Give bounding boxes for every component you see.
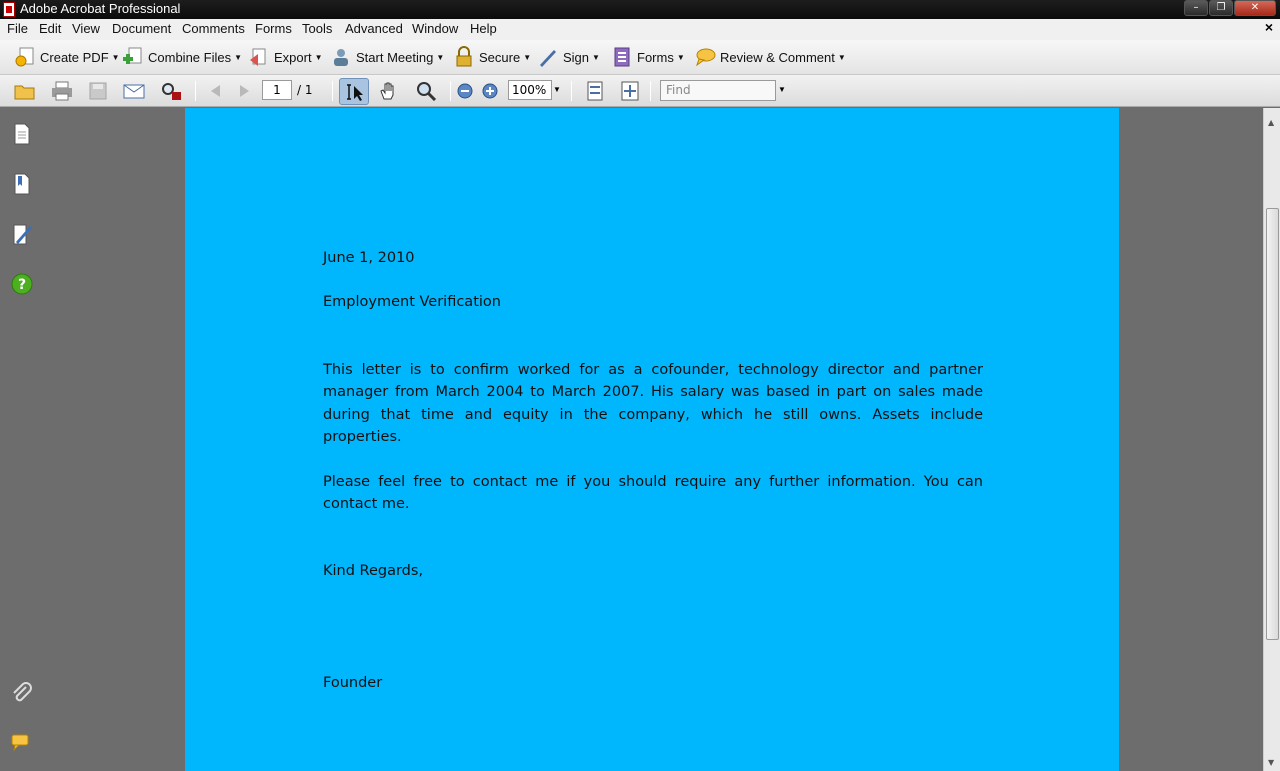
create-pdf-button[interactable]: Create PDF ▼ [14, 45, 120, 69]
forms-button[interactable]: Forms ▼ [611, 45, 685, 69]
acrobat-app-icon [3, 2, 15, 17]
menu-window[interactable]: Window [412, 21, 459, 36]
menu-advanced[interactable]: Advanced [345, 21, 403, 36]
comment-bubble-icon [694, 46, 716, 68]
pdf-page [185, 108, 1119, 771]
zoom-out-icon[interactable] [454, 81, 476, 101]
document-viewport[interactable] [44, 108, 1263, 771]
export-icon [248, 46, 270, 68]
export-button[interactable]: Export ▼ [248, 45, 323, 69]
restore-button[interactable]: ❐ [1209, 0, 1233, 16]
help-icon[interactable] [10, 272, 34, 296]
attachments-icon[interactable] [10, 681, 34, 705]
toolbar-divider [195, 81, 196, 101]
toolbar-divider [450, 81, 451, 101]
letter-subject: Employment Verification [323, 294, 501, 310]
forms-icon [611, 46, 633, 68]
zoom-level-input[interactable]: 100% [508, 80, 552, 100]
menu-tools[interactable]: Tools [302, 21, 333, 36]
menu-document[interactable]: Document [112, 21, 172, 36]
lock-icon [453, 46, 475, 68]
secure-label: Secure [479, 49, 521, 65]
search-icon[interactable] [160, 81, 182, 101]
page-total: / 1 [297, 83, 313, 97]
title-bar [0, 0, 1280, 19]
toolbar-divider [650, 81, 651, 101]
fit-page-icon[interactable] [619, 81, 641, 101]
next-page-icon[interactable] [234, 81, 256, 101]
menu-file[interactable]: File [7, 21, 28, 36]
task-toolbar [0, 40, 1280, 75]
navigation-panel [0, 108, 44, 771]
start-meeting-button[interactable]: Start Meeting ▼ [330, 45, 444, 69]
forms-label: Forms [637, 49, 674, 65]
pages-icon[interactable] [10, 122, 34, 146]
letter-signature-title: Founder [323, 675, 383, 691]
marquee-zoom-icon[interactable] [415, 81, 437, 101]
close-document-icon[interactable]: × [1264, 19, 1273, 35]
start-meeting-label: Start Meeting [356, 49, 434, 65]
secure-button[interactable]: Secure ▼ [453, 45, 531, 69]
navigation-toolbar [0, 75, 1280, 107]
signatures-icon[interactable] [10, 222, 34, 246]
menu-edit[interactable]: Edit [39, 21, 62, 36]
letter-paragraph-1: This letter is to confirm worked for as a cofounder, technology director and partner manager from March 2004 to March 2007. His salary was based in part on sales made during that time and equity in the company, which he still owns. Assets include properties. [323, 362, 983, 445]
email-icon[interactable] [123, 81, 145, 101]
letter-date: June 1, 2010 [323, 250, 415, 266]
previous-page-icon[interactable] [204, 81, 226, 101]
sign-label: Sign [563, 49, 590, 65]
letter-closing: Kind Regards, [323, 563, 424, 579]
save-icon[interactable] [87, 81, 109, 101]
create-pdf-icon [14, 46, 36, 68]
print-icon[interactable] [51, 81, 73, 101]
review-comment-label: Review & Comment [720, 49, 835, 65]
letter-paragraph-2: Please feel free to contact me if you should require any further information. You can contact me. [323, 474, 983, 513]
create-pdf-label: Create PDF [40, 49, 109, 65]
comments-icon[interactable] [10, 731, 34, 755]
find-dropdown-icon[interactable]: ▼ [778, 85, 786, 94]
menu-view[interactable]: View [72, 21, 100, 36]
sign-button[interactable]: Sign ▼ [537, 45, 600, 69]
bookmarks-icon[interactable] [10, 172, 34, 196]
toolbar-divider [332, 81, 333, 101]
scrollbar-thumb[interactable] [1266, 208, 1279, 640]
review-comment-button[interactable]: Review & Comment ▼ [694, 45, 846, 69]
open-folder-icon[interactable] [14, 81, 36, 101]
vertical-scrollbar[interactable] [1263, 108, 1280, 771]
combine-files-button[interactable]: Combine Files ▼ [122, 45, 242, 69]
minimize-button[interactable]: – [1184, 0, 1208, 16]
text-select-cursor-icon [344, 82, 366, 102]
toolbar-divider [571, 81, 572, 101]
scrolling-mode-icon[interactable] [584, 81, 606, 101]
menu-bar [0, 19, 1280, 40]
find-input[interactable]: Find [660, 80, 776, 101]
scroll-down-icon[interactable]: ▼ [1268, 758, 1275, 767]
zoom-in-icon[interactable] [479, 81, 501, 101]
combine-files-label: Combine Files [148, 49, 232, 65]
window-title: Adobe Acrobat Professional [20, 1, 181, 16]
hand-tool-icon[interactable] [378, 81, 400, 101]
combine-files-icon [122, 46, 144, 68]
pen-icon [537, 46, 559, 68]
menu-help[interactable]: Help [470, 21, 497, 36]
scroll-up-icon[interactable]: ▲ [1268, 118, 1275, 127]
svg-text:?: ? [17, 277, 27, 293]
menu-comments[interactable]: Comments [182, 21, 245, 36]
meeting-icon [330, 46, 352, 68]
zoom-dropdown-icon[interactable]: ▼ [553, 85, 561, 94]
close-window-button[interactable]: ✕ [1234, 0, 1276, 16]
menu-forms[interactable]: Forms [255, 21, 292, 36]
page-number-input[interactable]: 1 [262, 80, 292, 100]
select-tool-button[interactable] [339, 78, 369, 105]
export-label: Export [274, 49, 312, 65]
